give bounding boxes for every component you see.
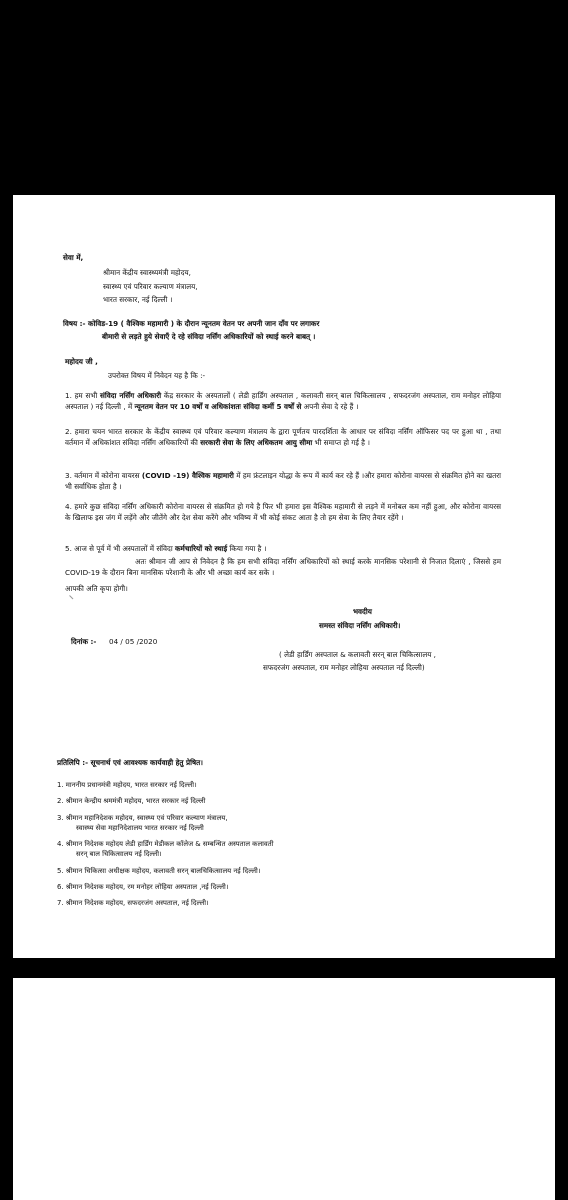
point-4: 4. हमारे कुछ संविदा नर्सिंग अधिकारी कोरोना वायरस से संक्रमित हो गये है फिर भी हमारा इस वैश्विक महामारी से लड़ने में मनोबल कम नहीं हुआ, और कोरोना वायरस के खिलाफ इस जंग में लड़ेंगे और जीतेंगे और देश सेवा करेंगे और भविष्य में भी कोई संकट आता है तो हम सेवा के लिए तैयार रहेंगे । bbox=[65, 502, 501, 522]
signoff: भवदीय bbox=[353, 607, 372, 616]
addressee-line-1: श्रीमान केंद्रीय स्वास्थ्यमंत्री महोदय, bbox=[103, 268, 191, 277]
point-2: 2. हमारा चयन भारत सरकार के केंद्रीय स्वास्थ्य एवं परिवार कल्याण मंत्रालय के द्वारा पूर्णतय पारदर्शिता के आधार पर संविदा नर्सिंग ऑफिसर पद पर हुआ था , तथा वर्तमान में अधिकांशत संविदा नर्सिंग अधिकारियों की सरकारी सेवा के लिए अधिकतम आयु सीमा भी समाप्त हो गई है । bbox=[65, 427, 501, 447]
point-1: 1. हम सभी संविदा नर्सिंग अधिकारी केंद्र सरकार के अस्पतालों ( लेडी हार्डिंग अस्पताल , कलावती सरन् बाल चिकित्सालय , सफदरजंग अस्पताल, राम मनोहर लोहिया अस्पताल ) नई दिल्ली , में न्यूनतम वेतन पर 10 वर्षों व अधिकांशतः संविदा कर्मी 5 वर्षों से अपनी सेवा दे रहे हैं । bbox=[65, 391, 501, 411]
copy-item-3: 3. श्रीमान महानिदेशक महोदय, स्वास्थ्य एवं परिवार कल्याण मंत्रालय, bbox=[57, 813, 228, 822]
copy-heading: प्रतिलिपि :- सूचनार्थ एवं आवश्यक कार्यवाही हेतु प्रेषित। bbox=[57, 758, 203, 767]
subject-line-1: विषय :- कोविड-19 ( वैश्विक महामारी ) के दौरान न्यूनतम वेतन पर अपनी जान दाँव पर लगाकर bbox=[63, 319, 320, 328]
copy-list bbox=[57, 780, 273, 909]
closing-paragraph: अतः श्रीमान जी आप से निवेदन है कि हम सभी संविदा नर्सिंग अधिकारियों को स्थाई करके मानसिक परेशानी से निजात दिलाएं , जिससे हम COVID-19 के दौरान बिना मानसिक परेशानी के और भी अच्छा कार्य कर सके । bbox=[65, 557, 501, 577]
point-5: 5. आज से पूर्व में भी अस्पतालों में संविदा कर्मचारियों को स्थाई किया गया है । bbox=[65, 544, 267, 553]
addressee-line-2: स्वास्थ्य एवं परिवार कल्याण मंत्रालय, bbox=[103, 282, 198, 291]
intro-line: उपरोक्त विषय में निवेदन यह है कि :- bbox=[108, 371, 206, 380]
copy-item-3-cont: स्वास्थ्य सेवा महानिदेशालय भारत सरकार नई दिल्ली bbox=[76, 823, 204, 832]
date-label: दिनांक :- bbox=[71, 637, 97, 646]
addressee-line-3: भारत सरकार, नई दिल्ली । bbox=[103, 295, 173, 304]
blank-page bbox=[13, 978, 555, 1200]
thanks-line: आपकी अति कृपा होगी। bbox=[65, 584, 128, 593]
signatory: समस्त संविदा नर्सिंग अधिकारी। bbox=[319, 621, 401, 630]
copy-item-4: 4. श्रीमान निदेशक महोदय लेडी हार्डिंग मेडीकल कॉलेज & सम्बन्धित अस्पताल कलावती bbox=[57, 840, 274, 849]
copy-item-4-cont: सरन् बाल चिकित्सालय नई दिल्ली। bbox=[76, 850, 162, 859]
point-3: 3. वर्तमान में कोरोना वायरस (COVID -19) वैश्विक महामारी में हम फ्रंटलाइन योद्धा के रूप में कार्य कर रहे हैं ।और हमारा कोरोना वायरस से संक्रमित होने का खतरा भी सर्वाधिक होता है । bbox=[65, 471, 502, 491]
to-label: सेवा में, bbox=[63, 253, 84, 262]
hospitals-line-2: सफदरजंग अस्पताल, राम मनोहर लोहिया अस्पताल नई दिल्ली) bbox=[263, 663, 425, 672]
copy-item-5: 5. श्रीमान चिकित्सा अधीक्षक महोदय, कलावती सरन् बालचिकित्सालय नई दिल्ली। bbox=[57, 866, 261, 875]
salutation: महोदय जी , bbox=[65, 357, 98, 366]
copy-item-1: 1. माननीय प्रधानमंत्री महोदय, भारत सरकार नई दिल्ली। bbox=[57, 781, 197, 789]
letter-page bbox=[13, 195, 555, 958]
subject-line-2: बीमारी से लड़ते हुये सेवाएँ दे रहे संविदा नर्सिंग अधिकारियों को स्थाई करने बाबत् । bbox=[102, 332, 316, 341]
hospitals-line-1: ( लेडी हार्डिंग अस्पताल & कलावती सरन् बाल चिकित्सालय , bbox=[279, 650, 436, 659]
date-value: 04 / 05 /2020 bbox=[109, 637, 158, 646]
copy-item-2: 2. श्रीमान केन्द्रीय श्रममंत्री महोदय, भारत सरकार नई दिल्ली bbox=[57, 797, 206, 806]
copy-item-7: 7. श्रीमान निदेशक महोदय, सफदरजंग अस्पताल, नई दिल्ली। bbox=[57, 899, 209, 908]
copy-item-6: 6. श्रीमान निदेशक महोदय, रम मनोहर लोहिया अस्पताल ,नई दिल्ली। bbox=[57, 883, 229, 892]
scan-mark bbox=[66, 595, 74, 603]
